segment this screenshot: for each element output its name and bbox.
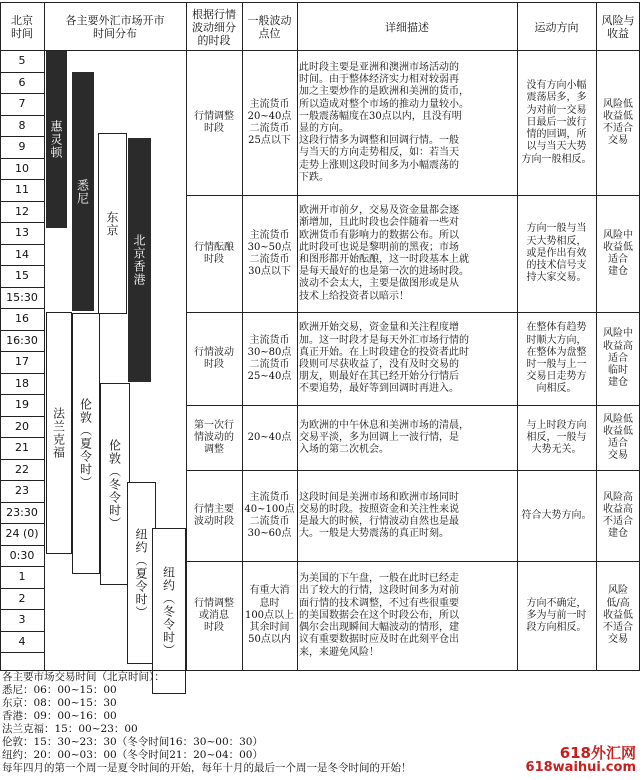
row-direction: 方向一般与当 天大势相反， 或是作出有效 的技术信号支 持大家交易。 <box>526 223 587 284</box>
hour-label: 19 <box>15 398 29 411</box>
column-divider <box>242 2 243 670</box>
hour-label: 7 <box>18 97 26 110</box>
footer-tokyo: 东京：08：00~15：30 <box>2 697 117 709</box>
hour-label: 13 <box>15 226 29 239</box>
row-direction: 与上时段方向 相反，一般与 大势无关。 <box>526 419 587 456</box>
row-description: 为美国的下午盘，一般在此时已经走 出了较大的行情，这段时间多为对前 面行情的技术调整，不过有些很重要 的美国数据会在这个时段公布，所以 偶尔会出现瞬间大幅波动的情形，建 议有重要数据时应及时在此刻平仓出 来，来避免风险！ <box>299 573 459 658</box>
hour-label: 6 <box>18 75 26 89</box>
market-bar-beijing-hongkong <box>128 138 151 382</box>
row-range: 主流货币 30~80点 二流货币 25~40点 <box>247 334 292 383</box>
hour-label: 15 <box>15 269 29 282</box>
market-label: 悉尼 <box>75 178 90 205</box>
header-description: 详细描述 <box>385 20 429 34</box>
column-divider <box>639 2 640 670</box>
market-label: 伦敦（夏令时） <box>78 398 93 489</box>
row-direction: 没有方向小幅 震荡居多，多 为对前一交易 日最后一波行 情的回调，所 以与当天大势 方向一般相反。 <box>521 80 592 165</box>
footer-frankfurt: 法兰克福：15：00~23：00 <box>2 723 138 735</box>
row-divider <box>186 561 640 562</box>
header-risk: 风险与 收益 <box>601 14 635 40</box>
hour-label: 14 <box>15 247 29 261</box>
row-description: 为欧洲的中午休息和美洲市场的清晨， 交易平淡，多为回调上一波行情，是 入场的第二次机会。 <box>299 419 469 456</box>
row-range: 主流货币 20~40点 二流货币 25点以下 <box>247 98 292 147</box>
hour-label: 15:30 <box>6 290 38 304</box>
row-description: 欧洲开市前夕，交易及资金量都会逐 渐增加，且此时段也会伴随着一些对 欧洲货币有影响力的数据公布。所以 此时段可也说是黎明前的黑夜；市场 和图形都开始酝酿，这一时段基本上就 是每天最好的也是第一次的进场时段。 波动不会太大，主要是做图形或是从 技术上给投资者以暗示！ <box>299 205 469 302</box>
row-divider <box>186 195 640 196</box>
hour-label: 16:30 <box>6 333 38 347</box>
table-bottom-border <box>0 670 640 671</box>
row-description: 这段时间是美洲市场和欧洲市场同时 交易的时段。按照资金和关注性来说 是最大的时候，行情波动自然也是最 大。一般是大势震荡的真正时刻。 <box>299 491 459 540</box>
column-divider <box>596 2 597 670</box>
row-description: 此时段主要是亚洲和澳洲市场活动的 时间。由于整体经济实力相对较弱再 加之主要炒作的是欧洲和美洲的货币， 所以造成对整个市场的推动力量较小。 一般震荡幅度在30点以内，且没有明 显的方向。 这段行情多为调整和回调行情。一般 与当天的方向走势相反，如：若当天 走势上涨则这段时间多为小幅震荡的 下跌。 <box>299 61 469 183</box>
row-divider <box>186 470 640 471</box>
footer-london: 伦敦：15：30~23：30（冬令时间16：30~00：30） <box>2 736 263 748</box>
row-description: 欧洲开始交易，资金量和关注程度增 加。这一时段才是每天外汇市场行情的 真正开始。在上时段建仓的投资者此时 段则可尽获收益了，没有及时交易的 朋友，则最好在其已经开始分行情后 不要追势，最好等到回调时再进入。 <box>299 322 469 395</box>
row-risk: 风险低 收益低 不适合 交易 <box>603 98 633 147</box>
row-segment: 行情调整 或消息 时段 <box>194 597 234 634</box>
header-range: 一般波动 点位 <box>247 14 292 40</box>
hour-label: 23:30 <box>6 505 38 519</box>
hour-label: 18 <box>15 376 29 390</box>
hour-label: 12 <box>15 204 29 218</box>
header-market-sessions: 各主要外汇市场开市 时间分布 <box>65 14 165 40</box>
watermark-name: 618外汇网 <box>559 744 636 762</box>
row-segment: 行情酝酿 时段 <box>194 241 234 265</box>
row-segment: 行情主要 波动时段 <box>194 503 234 527</box>
hour-label: 3 <box>18 613 26 626</box>
row-range: 有重大消 息时 100点以上 其余时间 50点以内 <box>244 585 295 646</box>
row-divider <box>186 405 640 406</box>
footer-newyork: 纽约：20：00~03：00（冬令时间21：20~04：00） <box>2 749 263 761</box>
hour-label: 5 <box>18 54 26 67</box>
market-bar-london-winter <box>100 383 130 585</box>
row-segment: 第一次行 情波动的 调整 <box>194 419 234 456</box>
footer-hongkong: 香港：09：00~16：00 <box>2 710 117 722</box>
market-label: 伦敦（冬令时） <box>107 438 122 530</box>
hour-label: 1 <box>18 570 26 583</box>
column-divider <box>0 2 1 670</box>
header-direction: 运动方向 <box>534 20 579 34</box>
row-segment: 行情调整 时段 <box>194 110 234 134</box>
table-top-border <box>0 2 640 3</box>
column-divider <box>517 2 518 670</box>
column-divider <box>186 2 187 670</box>
header-segment: 根据行情 波动细分 的时段 <box>192 7 236 47</box>
row-range: 主流货币 30~50点 二流货币 30点以下 <box>247 229 292 278</box>
header-bottom-border <box>0 50 640 51</box>
market-label: 东京 <box>105 210 119 237</box>
market-bar-frankfurt <box>46 312 72 554</box>
row-risk: 风险中 收益低 适合 建仓 <box>603 229 633 278</box>
market-bar-wellington <box>46 50 67 228</box>
hour-label: 2 <box>18 591 26 605</box>
market-label: 北京香港 <box>132 234 146 286</box>
hour-label: 11 <box>15 183 29 196</box>
row-direction: 在整体有趋势 时顺大方向， 在整体为盘整 时一般与上一 交易日走势方 向相反。 <box>526 322 587 395</box>
market-label: 纽约（冬令时） <box>161 565 176 657</box>
hour-label: 23 <box>15 484 29 497</box>
hour-divider <box>0 652 44 653</box>
watermark-url: 618waihui.com <box>525 760 636 775</box>
row-risk: 风险 低/高 收益低 不适合 交易 <box>603 585 633 646</box>
row-risk: 风险中 收益高 适合 临时 建仓 <box>603 328 633 389</box>
market-bar-london-summer <box>72 313 100 574</box>
market-label: 法兰克福 <box>51 407 66 459</box>
footer-sydney: 悉尼：06：00~15：00 <box>2 684 117 696</box>
row-range: 20~40点 <box>247 431 292 443</box>
market-bar-sydney <box>72 72 94 311</box>
footer-title: 各主要市场交易时间（北京时间）： <box>2 671 165 683</box>
market-bar-tokyo <box>98 133 127 314</box>
hour-label: 17 <box>15 355 29 368</box>
hour-label: 22 <box>15 462 29 476</box>
row-range: 主流货币 40~100点 二流货币 30~60点 <box>244 491 295 540</box>
row-divider <box>186 312 640 313</box>
hour-label: 9 <box>18 140 26 153</box>
hour-label: 20 <box>15 419 29 433</box>
hour-label: 21 <box>15 441 29 454</box>
row-direction: 符合大势方向。 <box>521 509 592 521</box>
market-label: 惠灵顿 <box>49 119 63 159</box>
hour-label: 4 <box>18 634 26 648</box>
header-beijing-time: 北京 时间 <box>11 14 33 40</box>
row-segment: 行情波动 时段 <box>194 346 234 370</box>
hour-label: 24 (0) <box>5 527 39 540</box>
hour-label: 10 <box>15 161 29 175</box>
column-divider <box>297 2 298 670</box>
footer-dst-note: 每年四月的第一个周一是夏令时间的开始，每年十月的最后一个周一是冬令时间的开始！ <box>2 762 412 774</box>
market-label: 纽约（夏令时） <box>134 527 148 619</box>
row-risk: 风险高 收益高 不适合 建仓 <box>603 491 633 540</box>
row-direction: 方向不确定， 多为与前一时 段方向相反。 <box>526 597 587 634</box>
hour-label: 16 <box>15 312 29 325</box>
row-risk: 风险低 收益低 适合 交易 <box>603 413 633 462</box>
hour-label: 0:30 <box>9 548 35 562</box>
hour-label: 8 <box>18 118 26 132</box>
column-divider <box>44 2 45 670</box>
